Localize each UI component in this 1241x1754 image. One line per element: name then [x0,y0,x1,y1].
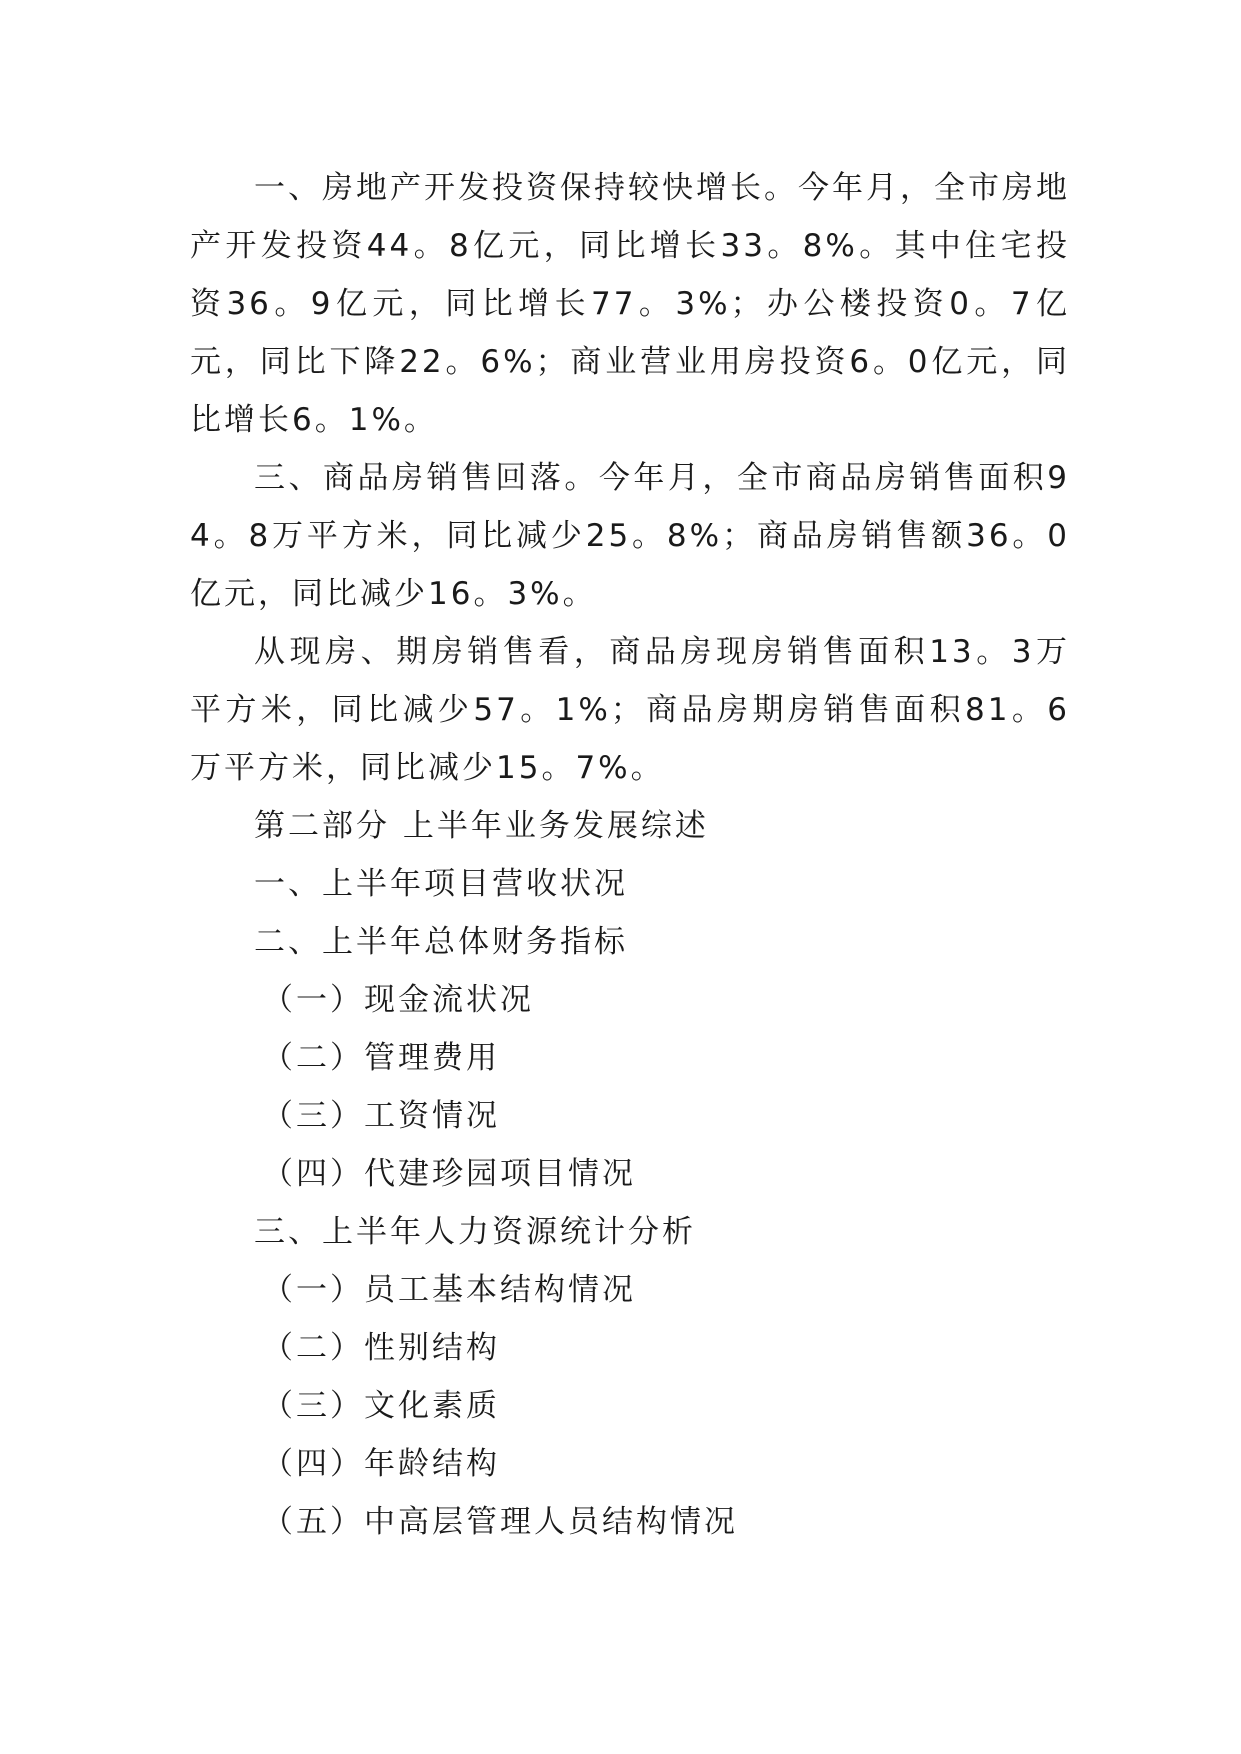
paragraph-existing-vs-presale: 从现房、期房销售看，商品房现房销售面积13。3万平方米，同比减少57。1%；商品房期房销售面积81。6万平方米，同比减少15。7%。 [190,634,1070,786]
paragraph-investment: 一、房地产开发投资保持较快增长。今年月，全市房地产开发投资44。8亿元，同比增长33。8%。其中住宅投资36。9亿元，同比增长77。3%；办公楼投资0。7亿元，同比下降22。6%；商业营业用房投资6。0亿元，同比增长6。1%。 [190,170,1070,438]
outline-subitem-education: （三）文化素质 [262,1388,500,1424]
outline-subitem-staff-structure: （一）员工基本结构情况 [262,1272,636,1308]
paragraph-sales: 三、商品房销售回落。今年月，全市商品房销售面积94。8万平方米，同比减少25。8%；商品房销售额36。0亿元，同比减少16。3%。 [190,460,1070,612]
outline-subitem-age: （四）年龄结构 [262,1446,500,1482]
outline-subitem-management-expense: （二）管理费用 [262,1040,500,1076]
outline-item-financial-indicators: 二、上半年总体财务指标 [254,924,628,960]
outline-subitem-management-structure: （五）中高层管理人员结构情况 [262,1504,738,1540]
outline-item-hr-analysis: 三、上半年人力资源统计分析 [254,1214,696,1250]
outline-subitem-cash-flow: （一）现金流状况 [262,982,534,1018]
outline-subitem-project: （四）代建珍园项目情况 [262,1156,636,1192]
section-heading-part-two: 第二部分 上半年业务发展综述 [254,808,709,844]
outline-subitem-salary: （三）工资情况 [262,1098,500,1134]
outline-subitem-gender: （二）性别结构 [262,1330,500,1366]
outline-item-revenue: 一、上半年项目营收状况 [254,866,628,902]
document-body [190,159,1070,1551]
